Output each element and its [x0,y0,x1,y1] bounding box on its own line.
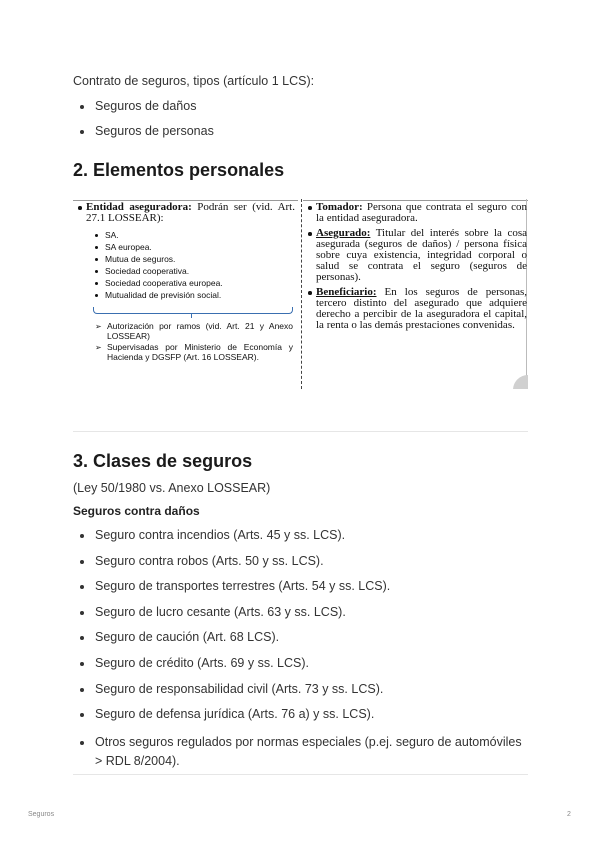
list-item: Seguro de caución (Art. 68 LCS). [73,630,528,656]
column-divider [301,199,302,389]
divider [73,431,528,432]
party-label: Tomador: [316,201,363,213]
embedded-slide-image [73,199,528,389]
list-item: Sociedad cooperativa. [95,265,223,277]
list-item: Mutua de seguros. [95,253,223,265]
list-item [307,287,527,331]
section-heading-clases: 3. Clases de seguros [73,451,253,471]
intro-text: Contrato de seguros, tipos (artículo 1 LCS): [73,74,315,88]
list-item: Seguro de responsabilidad civil (Arts. 73 y ss. LCS). [73,682,528,708]
brace-shape [93,307,293,314]
list-item: Seguros de daños [73,99,214,124]
footer-title: Seguros [28,811,55,818]
list-item: ➢ Autorización por ramos (vid. Art. 21 y Anexo LOSSEAR) [95,322,293,341]
divider [73,774,528,775]
list-item: Seguro de crédito (Arts. 69 y ss. LCS). [73,656,528,682]
insurance-types-list [73,99,214,149]
party-label: Asegurado: [316,227,371,239]
damage-insurance-list [73,528,528,771]
brace-tip [191,313,192,318]
party-label: Beneficiario: [316,286,377,298]
list-item [307,202,527,224]
slide-right-column [303,199,528,389]
list-item [307,228,527,283]
slide-left-column [73,199,298,389]
party-text: Persona que contrata el seguro con la entidad aseguradora. [316,201,527,224]
list-item: Seguro contra incendios (Arts. 45 y ss. LCS). [73,528,528,554]
list-item: Otros seguros regulados por normas especiales (p.ej. seguro de automóviles > RDL 8/2004). [73,733,528,771]
subsection-heading: Seguros contra daños [73,504,200,518]
list-item: Seguro contra robos (Arts. 50 y ss. LCS). [73,554,528,580]
list-item: SA. [95,229,223,241]
party-text: En los seguros de personas, tercero distinto del asegurado que adquiere derecho a percibir de la aseguradora el capital, la renta o las demás prestaciones convenidas. [316,286,527,331]
list-item: Seguros de personas [73,124,214,149]
entity-text: Podrán ser (vid. Art. 27.1 LOSSEAR): [86,201,295,224]
entity-paragraph [77,202,295,224]
bullet-dot [78,206,82,210]
list-item: ➢ Supervisadas por Ministerio de Economía y Hacienda y DGSFP (Art. 16 LOSSEAR). [95,343,293,362]
entity-notes-list [95,322,293,364]
list-item: Sociedad cooperativa europea. [95,277,223,289]
entity-label: Entidad aseguradora: [86,201,192,213]
list-item: Seguro de lucro cesante (Arts. 63 y ss. LCS). [73,605,528,631]
section-subtitle: (Ley 50/1980 vs. Anexo LOSSEAR) [73,481,271,495]
list-item: Seguro de transportes terrestres (Arts. 54 y ss. LCS). [73,579,528,605]
list-item: Mutualidad de previsión social. [95,289,223,301]
list-item: SA europea. [95,241,223,253]
page-number: 2 [567,811,571,818]
section-heading-elementos: 2. Elementos personales [73,160,285,180]
parties-list [307,202,527,335]
party-text: Titular del interés sobre la cosa asegurada (seguros de daños) / persona física sobre cuya existencia, integridad corporal o salud se contrata el seguro (seguros de personas). [316,227,527,283]
list-item: Seguro de defensa jurídica (Arts. 76 a) y ss. LCS). [73,707,528,733]
entity-types-list [95,229,223,301]
